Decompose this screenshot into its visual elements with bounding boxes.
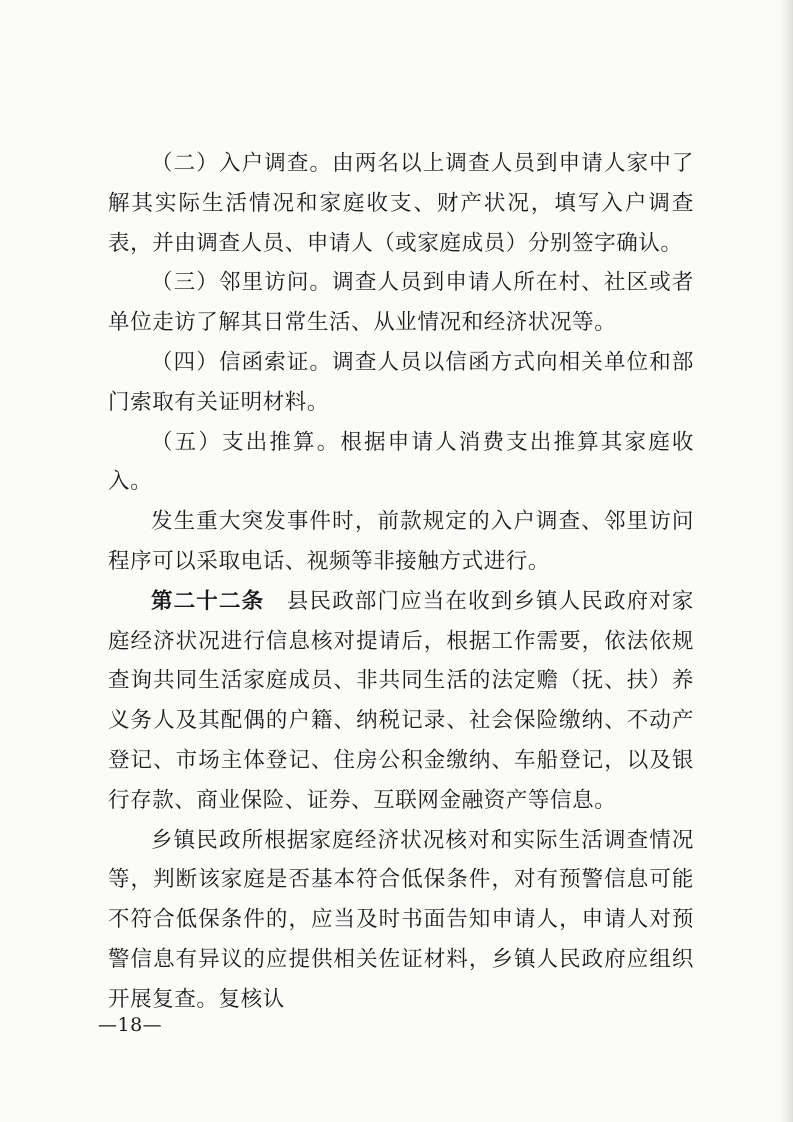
paragraph-township-review xyxy=(108,821,694,1020)
paragraph-text: （二）入户调查。由两名以上调查人员到申请人家中了解其实际生活情况和家庭收支、财产状况，填写入户调查表，并由调查人员、申请人（或家庭成员）分别签字确认。 xyxy=(108,151,694,256)
paragraph-neighbor-visit xyxy=(108,263,694,343)
paragraph-text: 乡镇民政所根据家庭经济状况核对和实际生活调查情况等，判断该家庭是否基本符合低保条件，对有预警信息可能不符合低保条件的，应当及时书面告知申请人，申请人对预警信息有异议的应提供相关佐证材料，乡镇人民政府应组织开展复查。复核认 xyxy=(108,827,694,1012)
paragraph-letter-evidence xyxy=(108,343,694,423)
paragraph-text: （四）信函索证。调查人员以信函方式向相关单位和部门索取有关证明材料。 xyxy=(108,349,694,415)
paragraph-emergency xyxy=(108,502,694,582)
paragraph-text: 发生重大突发事件时，前款规定的入户调查、邻里访问程序可以采取电话、视频等非接触方式进行。 xyxy=(108,509,694,574)
paragraph-expense-estimate xyxy=(108,423,694,503)
paragraph-text: 县民政部门应当在收到乡镇人民政府对家庭经济状况进行信息核对提请后，根据工作需要，依法依规查询共同生活家庭成员、非共同生活的法定赡（抚、扶）养义务人及其配偶的户籍、纳税记录、社会保险缴纳、不动产登记、市场主体登记、住房公积金缴纳、车船登记，以及银行存款、商业保险、证券、互联网金融资产等信息。 xyxy=(108,588,694,813)
paragraph-text: （五）支出推算。根据申请人消费支出推算其家庭收入。 xyxy=(108,429,694,495)
page-number: —18— xyxy=(98,1014,163,1036)
page-edge-shadow xyxy=(779,0,793,1122)
paragraph-article-22 xyxy=(108,582,694,821)
paragraph-home-survey xyxy=(108,144,694,263)
document-body xyxy=(108,144,694,1020)
paragraph-text: （三）邻里访问。调查人员到申请人所在村、社区或者单位走访了解其日常生活、从业情况和经济状况等。 xyxy=(108,270,694,336)
article-heading: 第二十二条 xyxy=(151,588,265,614)
